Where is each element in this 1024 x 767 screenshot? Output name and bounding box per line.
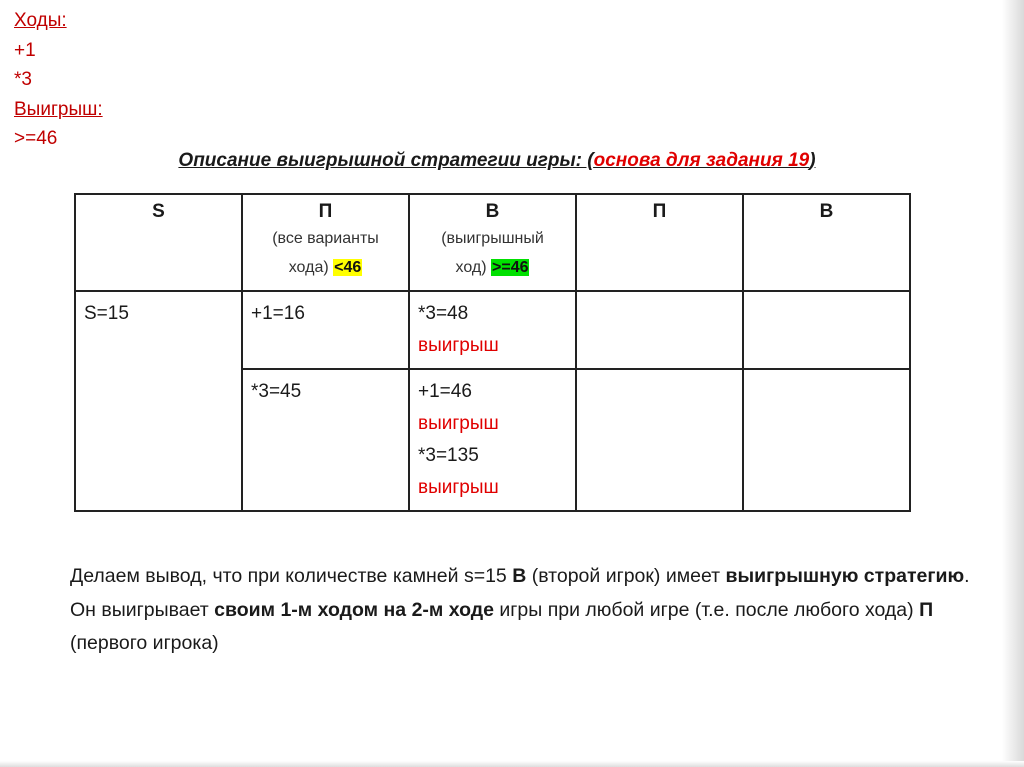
heading-prefix: Описание выигрышной стратегии игры: (: [178, 150, 594, 171]
p-move-cell: [242, 291, 409, 369]
b-move-times-three: *3=48: [418, 303, 469, 324]
b-win-result: выигрыш: [418, 477, 499, 498]
b-move-cell: [409, 291, 576, 369]
conclusion-bold: своим 1-м ходом на 2-м ходе: [214, 598, 494, 621]
conclusion-text: (первого игрока): [70, 632, 219, 654]
conclusion-text: . Он выигрывает: [70, 565, 970, 621]
header-b-sub-a: (выигрышный: [441, 230, 544, 247]
slide-edge-shadow: [1002, 0, 1024, 767]
header-b2-label: В: [819, 201, 834, 222]
strategy-table: [74, 193, 911, 512]
conclusion-bold: выигрышную стратегию: [725, 565, 965, 587]
header-b-sub-b: ход): [455, 259, 487, 276]
p-move-cell: [242, 369, 409, 511]
header-b-winning-move: [409, 194, 576, 291]
header-b-threshold: >=46: [492, 259, 529, 276]
conclusion-text: (второй игрок) имеет: [526, 565, 726, 587]
header-s-label: S: [152, 201, 165, 222]
win-condition: >=46: [14, 128, 58, 149]
b-move-times-three: *3=135: [418, 445, 479, 466]
conclusion-bold: П: [919, 598, 934, 621]
conclusion-text: Делаем вывод, что при количестве камней s=15: [70, 565, 513, 587]
move-times-three: *3: [14, 69, 32, 90]
b-win-result: выигрыш: [418, 335, 499, 356]
header-p-all-moves: [242, 194, 409, 291]
header-p2: [576, 194, 743, 291]
header-p-sub-b: хода): [288, 259, 329, 276]
strategy-heading: [0, 150, 994, 172]
table-header-row: [75, 194, 910, 291]
empty-cell: [743, 291, 910, 369]
slide-bottom-edge: [0, 761, 1024, 767]
p-move-plus-one: +1=16: [251, 303, 305, 324]
conclusion-text: игры при любой игре (т.е. после любого хода): [494, 598, 920, 621]
header-b2: [743, 194, 910, 291]
start-cell: [75, 291, 242, 511]
heading-suffix: ): [809, 150, 816, 171]
moves-label: Ходы:: [14, 10, 67, 31]
header-b-label: В: [485, 201, 500, 222]
header-p2-label: П: [652, 201, 667, 222]
move-plus-one: +1: [14, 39, 36, 61]
p-move-times-three: *3=45: [251, 381, 302, 402]
heading-task-reference: основа для задания 19: [593, 150, 810, 171]
b-move-plus-one: +1=46: [418, 381, 472, 402]
header-p-sub-a: (все варианты: [272, 230, 379, 247]
table-row: [75, 291, 910, 369]
b-win-result: выигрыш: [418, 413, 499, 434]
b-move-cell: [409, 369, 576, 511]
empty-cell: [743, 369, 910, 511]
header-p-threshold: <46: [334, 259, 362, 276]
game-rules: [14, 6, 103, 154]
header-p-label: П: [318, 201, 333, 222]
win-label: Выигрыш:: [14, 98, 103, 120]
empty-cell: [576, 369, 743, 511]
empty-cell: [576, 291, 743, 369]
conclusion-bold: В: [512, 565, 527, 587]
header-s: [75, 194, 242, 291]
conclusion-paragraph: [70, 560, 970, 661]
start-position: S=15: [84, 303, 129, 324]
